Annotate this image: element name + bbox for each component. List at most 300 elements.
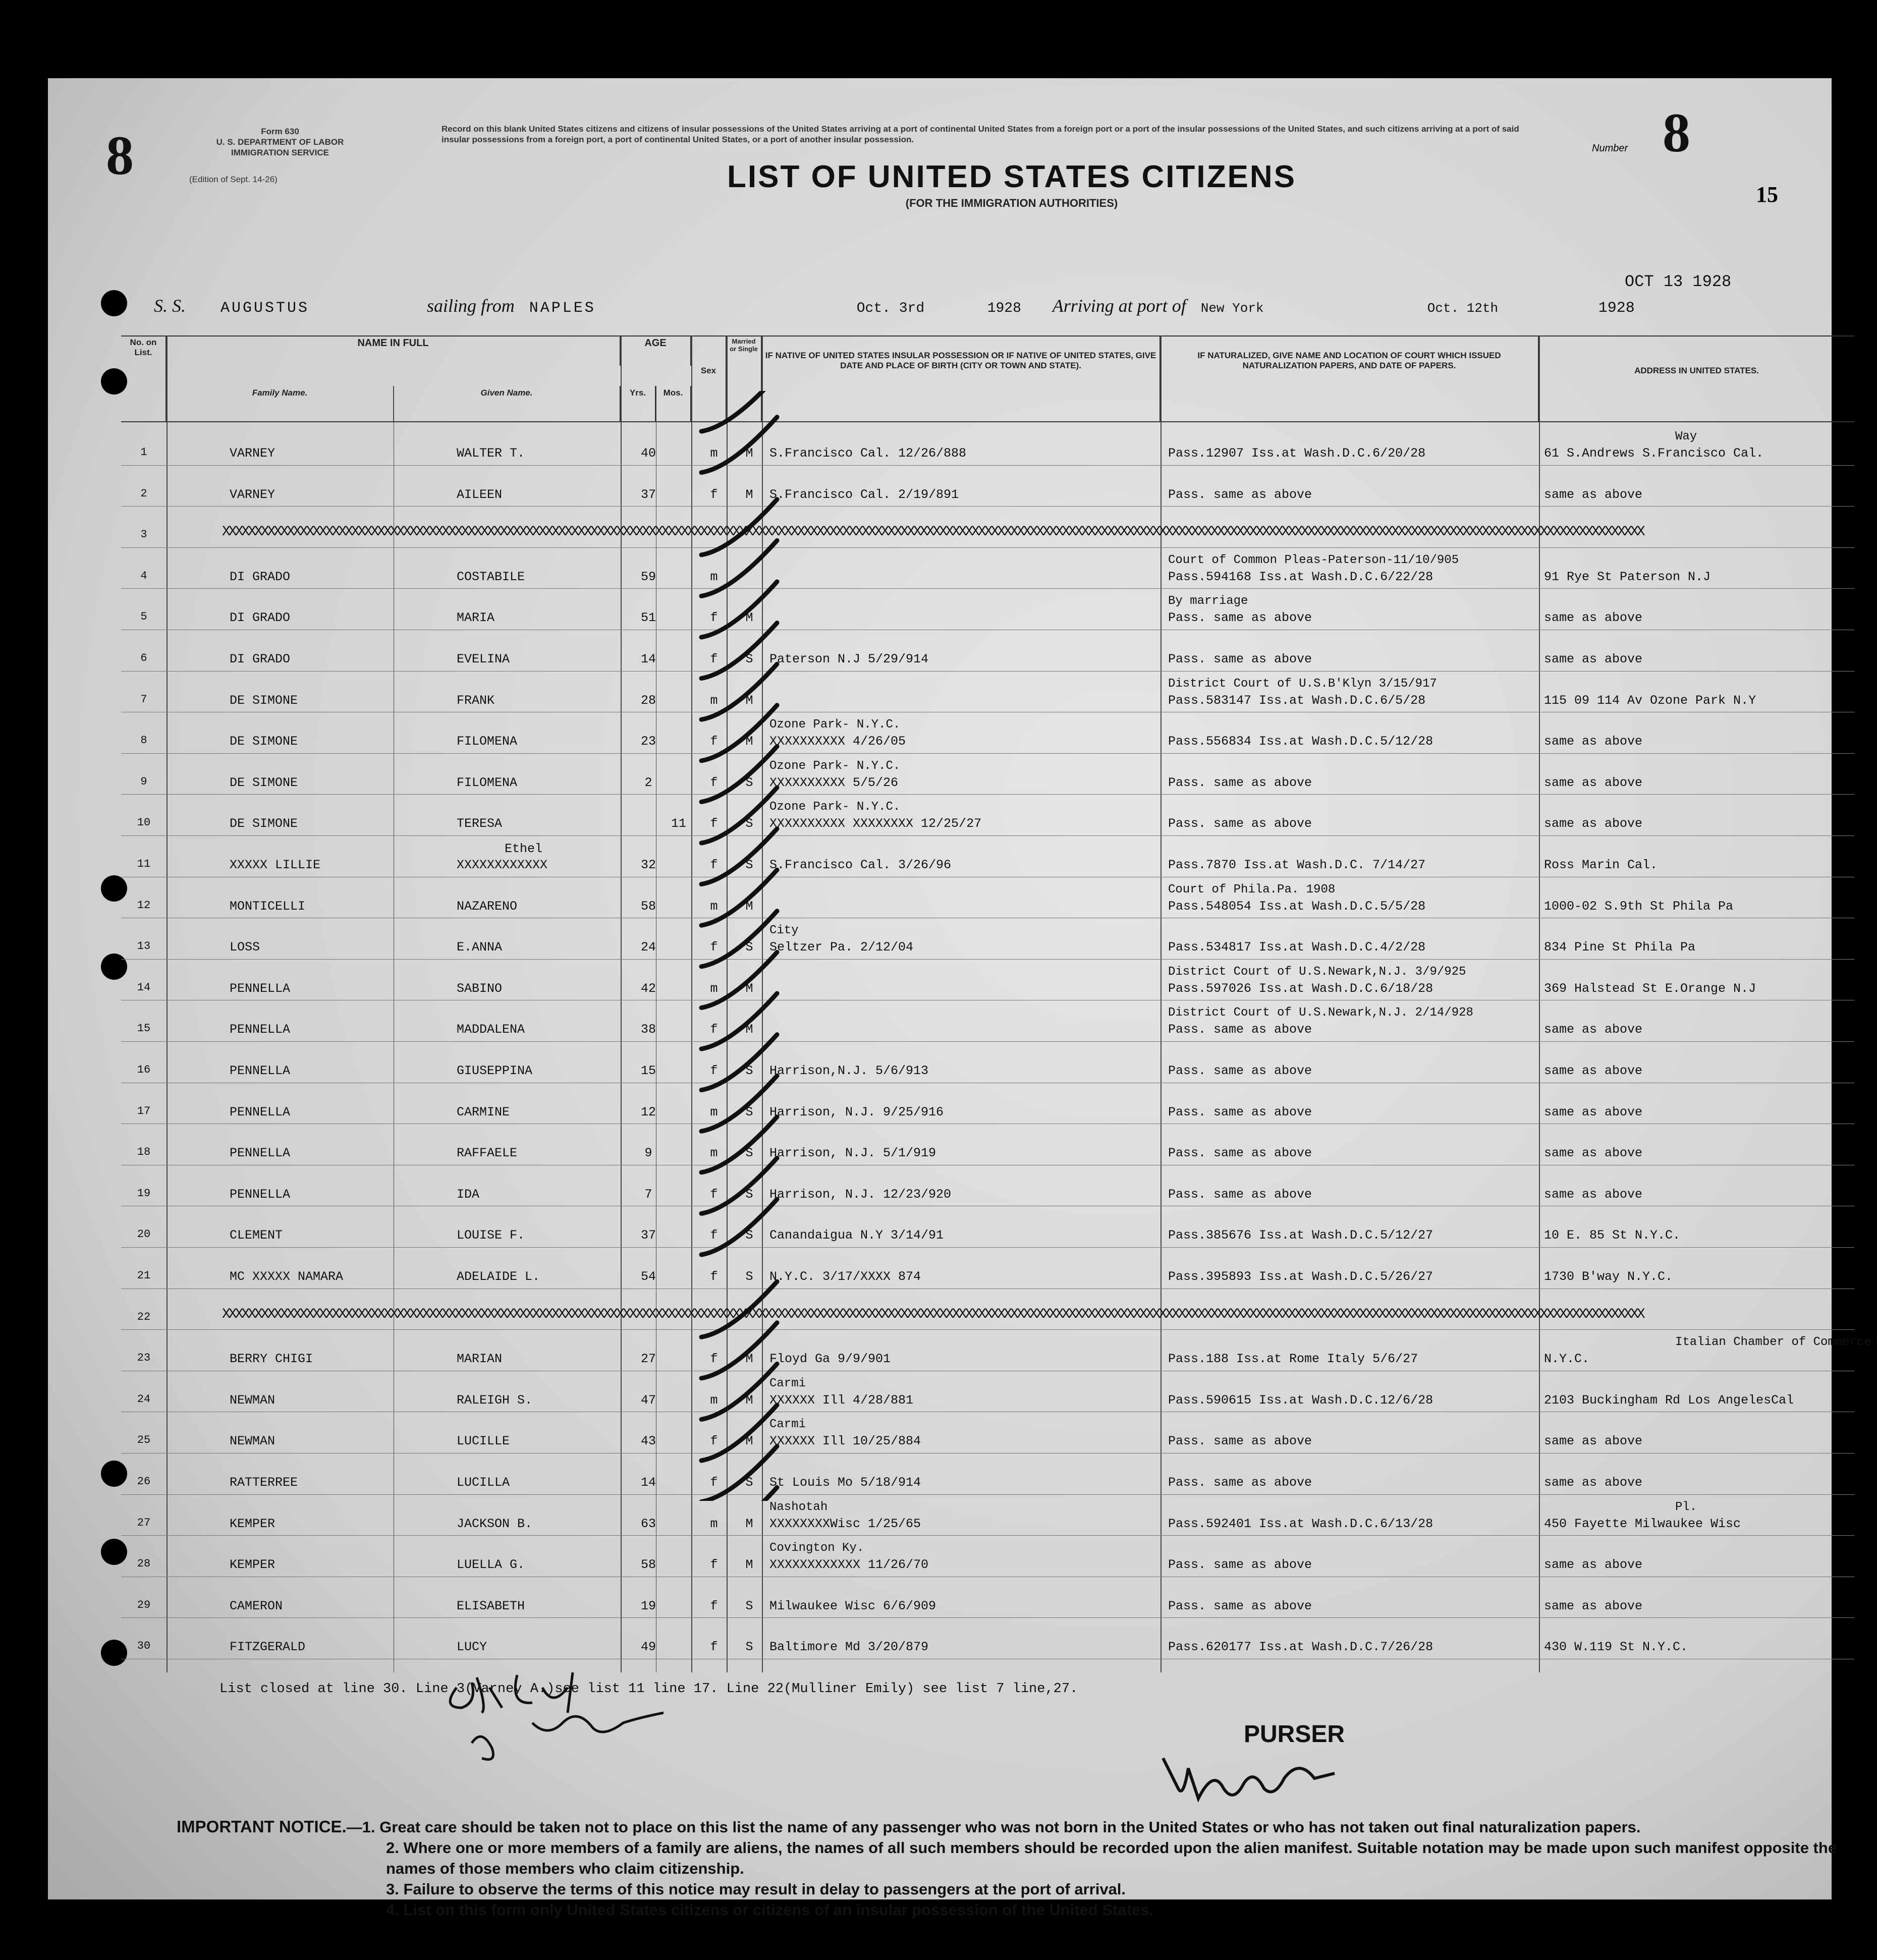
line-number: 18 (137, 1146, 151, 1159)
marital-status: S (745, 1104, 753, 1119)
passport-record: Pass.556834 Iss.at Wash.D.C.5/12/28 (1168, 734, 1433, 749)
check-mark (701, 870, 777, 925)
given-name: E.ANNA (457, 940, 503, 955)
us-address: same as above (1544, 1475, 1643, 1490)
passport-record: Pass.590615 Iss.at Wash.D.C.12/6/28 (1168, 1392, 1433, 1408)
age-years: 43 (640, 1434, 656, 1449)
family-name: DE SIMONE (230, 775, 298, 790)
line-number: 19 (137, 1187, 151, 1200)
check-mark (701, 1117, 777, 1172)
us-address: 115 09 114 Av Ozone Park N.Y (1544, 693, 1756, 708)
us-address: same as above (1544, 1063, 1643, 1078)
sex: f (710, 1187, 718, 1202)
passport-record: Pass.7870 Iss.at Wash.D.C. 7/14/27 (1168, 858, 1426, 872)
marital-status: S (745, 1269, 753, 1284)
sex: m (710, 693, 718, 708)
passport-record: Pass. same as above (1168, 1187, 1312, 1202)
family-name: DI GRADO (230, 652, 291, 666)
family-name: PENNELLA (230, 1187, 291, 1202)
header-age: AGE (621, 335, 691, 366)
table-row (121, 1329, 1871, 1369)
check-mark (701, 1323, 777, 1378)
birth-place-correction: Ozone Park- N.Y.C. (769, 759, 901, 773)
us-address: same as above (1544, 1598, 1643, 1613)
sex: f (710, 1434, 718, 1449)
given-name: XXXXXXXXXXXX (457, 858, 548, 872)
age-years: 12 (640, 1104, 656, 1119)
family-name: CLEMENT (230, 1228, 283, 1243)
passport-record: Pass. same as above (1168, 1146, 1312, 1161)
passport-record: Pass.188 Iss.at Rome Italy 5/6/27 (1168, 1352, 1418, 1367)
table-row (121, 1412, 1854, 1451)
sex: f (710, 1557, 718, 1573)
age-years: 15 (640, 1063, 656, 1078)
line-number: 26 (137, 1475, 151, 1488)
line-number: 9 (140, 775, 147, 788)
passport-record: Pass.12907 Iss.at Wash.D.C.6/20/28 (1168, 446, 1426, 461)
passport-record: Pass. same as above (1168, 1022, 1312, 1037)
table-row (121, 1165, 1854, 1204)
notice-item-4: 4. List on this form only United States citizens or citizens of an insular possession of the United States. (386, 1901, 1153, 1919)
check-mark (701, 391, 777, 431)
sex: f (710, 816, 718, 831)
given-name: LUCILLE (457, 1434, 510, 1449)
marital-status: S (745, 1640, 753, 1655)
sex: m (710, 1104, 718, 1119)
header-address: ADDRESS IN UNITED STATES. (1634, 366, 1759, 375)
age-years: 58 (640, 899, 656, 914)
given-name: LUCILLA (457, 1475, 510, 1490)
line-number: 5 (140, 610, 147, 624)
port-to: New York (1200, 301, 1264, 316)
family-name: DI GRADO (230, 610, 291, 626)
us-address: N.Y.C. (1544, 1352, 1590, 1367)
us-address: same as above (1544, 816, 1643, 831)
naturalization-court: Court of Phila.Pa. 1908 (1168, 882, 1336, 897)
table-row (121, 1247, 1854, 1286)
us-address: same as above (1544, 1187, 1643, 1202)
header-naturalized: IF NATURALIZED, GIVE NAME AND LOCATION OF COURT WHICH ISSUED NATURALIZATION PAPERS, AND DATE OF PAPERS. (1161, 335, 1539, 421)
marital-status: M (745, 487, 753, 502)
us-address: Ross Marin Cal. (1544, 858, 1658, 872)
passport-record: Pass.594168 Iss.at Wash.D.C.6/22/28 (1168, 569, 1433, 584)
line-number: 3 (140, 528, 147, 541)
passport-record: Pass. same as above (1168, 1598, 1312, 1613)
age-years: 59 (640, 569, 656, 584)
birth-place-date: XXXXXX Ill 10/25/884 (769, 1434, 921, 1449)
sex: f (710, 487, 718, 502)
marital-status: S (745, 858, 753, 872)
age-years: 51 (640, 610, 656, 626)
table-row (121, 877, 1854, 916)
table-row (121, 1083, 1854, 1122)
check-mark (701, 1446, 777, 1501)
line-number: 22 (137, 1310, 151, 1323)
us-address: 834 Pine St Phila Pa (1544, 940, 1696, 955)
year-sailed: 1928 (987, 301, 1021, 316)
us-address: 10 E. 85 St N.Y.C. (1544, 1228, 1681, 1243)
check-mark (701, 623, 777, 679)
birth-place-date: XXXXXXXXXXXX 11/26/70 (769, 1557, 929, 1573)
line-number: 21 (137, 1269, 151, 1282)
marital-status: S (745, 775, 753, 790)
sex: m (710, 1146, 718, 1161)
family-name: LOSS (230, 940, 260, 955)
line-number: 30 (137, 1640, 151, 1653)
us-address: same as above (1544, 1104, 1643, 1119)
line-number: 6 (140, 652, 147, 664)
crossed-out-entry: XXXXXXXXXXXXXXXXXXXXXXXXXXXXXXXXXXXXXXXXXXXXXXXXXXXXXXXXXXXXXXXXXXXXXXXXXXXXXXXXXXXXXXXXXXXXXXXXXXXXXXXXXXXXXXXXXXXXXXXXXXXXXXXXXXXXXXXXXXXXXXXXXXXXXXXXXXXXXXXXXXXXXXXXXXXXXXXXXXXXXXXXXXXXXXXXXXXXXXXXXXXXXXXXXXXXXXXXXXXX (222, 1306, 1643, 1322)
date-sailed: Oct. 3rd (856, 301, 925, 316)
marital-status: M (745, 1557, 753, 1573)
us-address: 61 S.Andrews S.Francisco Cal. (1544, 446, 1764, 461)
header-line-no: No. on List. (121, 335, 167, 421)
age-years: 49 (640, 1640, 656, 1655)
table-row (121, 1535, 1854, 1575)
given-name: SABINO (457, 981, 503, 996)
family-name: VARNEY (230, 446, 275, 461)
age-months: 11 (671, 816, 686, 831)
check-mark (701, 1076, 777, 1131)
sex: f (710, 1475, 718, 1490)
family-name: BERRY CHIGI (230, 1352, 313, 1367)
sex: f (710, 734, 718, 749)
sex: m (710, 569, 718, 584)
given-name: WALTER T. (457, 446, 525, 461)
marital-status: S (745, 1146, 753, 1161)
check-mark (701, 911, 777, 967)
age-years: 38 (640, 1022, 656, 1037)
birth-place-correction: Nashotah (769, 1500, 828, 1514)
given-name: ADELAIDE L. (457, 1269, 540, 1284)
sex: f (710, 858, 718, 872)
table-row (121, 1289, 1854, 1328)
line-number: 17 (137, 1104, 151, 1117)
passport-record: Pass. same as above (1168, 1063, 1312, 1078)
family-name: RATTERREE (230, 1475, 298, 1490)
address-correction: Way (1675, 430, 1697, 443)
check-mark (701, 1158, 777, 1213)
check-mark (701, 1281, 777, 1337)
table-row (121, 1617, 1854, 1657)
check-mark (701, 1405, 777, 1461)
binder-hole (101, 290, 127, 316)
sex: m (710, 1516, 718, 1531)
naturalization-court: District Court of U.S.Newark,N.J. 3/9/925 (1168, 965, 1466, 979)
passport-record: Pass. same as above (1168, 1475, 1312, 1490)
passport-record: Pass. same as above (1168, 487, 1312, 502)
family-name: MC XXXXX NAMARA (230, 1269, 344, 1284)
passport-record: Pass. same as above (1168, 652, 1312, 666)
family-name: PENNELLA (230, 981, 291, 996)
sex: m (710, 899, 718, 914)
arriving-label: Arriving at port of (1052, 296, 1186, 316)
check-mark (701, 417, 777, 473)
us-address: same as above (1544, 1022, 1643, 1037)
sex: f (710, 652, 718, 666)
table-row (121, 671, 1854, 710)
notice-label: IMPORTANT NOTICE. (177, 1817, 347, 1836)
header-given-name: Given Name. (394, 386, 621, 421)
us-address: 91 Rye St Paterson N.J (1544, 569, 1711, 584)
given-name: LOUISE F. (457, 1228, 525, 1243)
table-row (121, 835, 1854, 875)
marital-status: M (745, 1022, 753, 1037)
birth-place-correction: City (769, 924, 799, 938)
birth-place-date: S.Francisco Cal. 2/19/891 (769, 487, 959, 502)
age-years: 47 (640, 1392, 656, 1408)
header-birth: IF NATIVE OF UNITED STATES INSULAR POSSESSION OR IF NATIVE OF UNITED STATES, GIVE DATE AND PLACE OF BIRTH (CITY OR TOWN AND STATE). (762, 335, 1161, 421)
marital-status: S (745, 1475, 753, 1490)
line-number: 13 (137, 940, 151, 953)
table-row (121, 1577, 1854, 1616)
birth-place-date: XXXXXX Ill 4/28/881 (769, 1392, 914, 1408)
birth-place-date: S.Francisco Cal. 12/26/888 (769, 446, 967, 461)
given-name: FILOMENA (457, 734, 518, 749)
passport-record: Pass. same as above (1168, 1557, 1312, 1573)
marital-status: S (745, 1063, 753, 1078)
birth-place-date: Floyd Ga 9/9/901 (769, 1352, 891, 1367)
check-marks (691, 391, 858, 1501)
family-name: DE SIMONE (230, 816, 298, 831)
table-row (121, 1494, 1854, 1534)
line-number: 20 (137, 1228, 151, 1241)
table-row (121, 1206, 1854, 1245)
given-name: RALEIGH S. (457, 1392, 533, 1408)
birth-place-date: Canandaigua N.Y 3/14/91 (769, 1228, 944, 1243)
birth-place-date: St Louis Mo 5/18/914 (769, 1475, 921, 1490)
sex: f (710, 775, 718, 790)
year-arrived: 1928 (1598, 300, 1635, 317)
passport-record: Pass.385676 Iss.at Wash.D.C.5/12/27 (1168, 1228, 1433, 1243)
table-row (121, 465, 1854, 505)
age-years: 37 (640, 487, 656, 502)
age-years: 2 (644, 775, 652, 790)
form-subtitle: (FOR THE IMMIGRATION AUTHORITIES) (905, 197, 1118, 209)
line-number: 29 (137, 1598, 151, 1611)
birth-place-date: Paterson N.J 5/29/914 (769, 652, 929, 666)
age-years: 19 (640, 1598, 656, 1613)
age-years: 14 (640, 1475, 656, 1490)
given-name: MARIAN (457, 1352, 503, 1367)
line-number: 15 (137, 1022, 151, 1035)
given-name: MARIA (457, 610, 495, 626)
birth-place-correction: Ozone Park- N.Y.C. (769, 800, 901, 814)
header-sex: Sex (691, 335, 727, 421)
given-name: CARMINE (457, 1104, 510, 1119)
marital-status: M (745, 610, 753, 626)
passport-record: Pass. same as above (1168, 775, 1312, 790)
line-number: 7 (140, 693, 147, 706)
birth-place-date: N.Y.C. 3/17/XXXX 874 (769, 1269, 921, 1284)
sheet-number-left: 8 (106, 125, 134, 186)
us-address: same as above (1544, 734, 1643, 749)
header-married: Married or Single (727, 335, 762, 421)
check-mark (701, 705, 777, 761)
header-yrs: Yrs. (621, 386, 656, 421)
table-row (121, 1453, 1854, 1492)
check-mark (701, 1035, 777, 1090)
family-name: PENNELLA (230, 1104, 291, 1119)
department-heading: Form 630 U. S. DEPARTMENT OF LABOR IMMIGRATION SERVICE (216, 127, 344, 157)
birth-place-correction: Ozone Park- N.Y.C. (769, 718, 901, 732)
marital-status: M (745, 981, 753, 996)
sex: f (710, 1228, 718, 1243)
marital-status: M (745, 1352, 753, 1367)
naturalization-court: District Court of U.S.Newark,N.J. 2/14/928 (1168, 1006, 1473, 1020)
arrival-date: Oct. 12th (1427, 301, 1499, 316)
line-number: 14 (137, 981, 151, 994)
purser-label: PURSER (1244, 1721, 1345, 1748)
table-row (121, 1124, 1854, 1163)
check-mark (701, 952, 777, 1007)
passport-record: Pass.534817 Iss.at Wash.D.C.4/2/28 (1168, 940, 1426, 955)
given-name: COSTABILE (457, 569, 525, 584)
birth-place-date: Seltzer Pa. 2/12/04 (769, 940, 914, 955)
us-address: 430 W.119 St N.Y.C. (1544, 1640, 1688, 1655)
marital-status: S (745, 1598, 753, 1613)
family-name: PENNELLA (230, 1146, 291, 1161)
birth-place-date: XXXXXXXXXX XXXXXXXX 12/25/27 (769, 816, 982, 831)
line-number: 23 (137, 1352, 151, 1365)
check-mark (701, 993, 777, 1049)
family-name: XXXXX LILLIE (230, 858, 321, 872)
marital-status: S (745, 652, 753, 666)
passport-record: Pass. same as above (1168, 816, 1312, 831)
check-mark (701, 746, 777, 802)
check-mark (701, 664, 777, 719)
passport-record: Pass.620177 Iss.at Wash.D.C.7/26/28 (1168, 1640, 1433, 1655)
notice-item-1: —1. Great care should be taken not to place on this list the name of any passenger who was not born in the United States or who has not taken out final naturalization papers. (346, 1818, 1641, 1836)
line-number: 16 (137, 1063, 151, 1076)
passport-record: Pass.583147 Iss.at Wash.D.C.6/5/28 (1168, 693, 1426, 708)
sex: f (710, 1063, 718, 1078)
us-address: same as above (1544, 1557, 1643, 1573)
naturalization-court: Court of Common Pleas-Paterson-11/10/905 (1168, 553, 1459, 567)
arrival-stamp: OCT 13 1928 (1625, 272, 1732, 291)
marital-status: S (745, 1187, 753, 1202)
us-address: same as above (1544, 1146, 1643, 1161)
birth-place-date: Harrison, N.J. 5/1/919 (769, 1146, 936, 1161)
crossed-out-entry: XXXXXXXXXXXXXXXXXXXXXXXXXXXXXXXXXXXXXXXXXXXXXXXXXXXXXXXXXXXXXXXXXXXXXXXXXXXXXXXXXXXXXXXXXXXXXXXXXXXXXXXXXXXXXXXXXXXXXXXXXXXXXXXXXXXXXXXXXXXXXXXXXXXXXXXXXXXXXXXXXXXXXXXXXXXXXXXXXXXXXXXXXXXXXXXXXXXXXXXXXXXXXXXXXXXXXXXXXXXX (222, 524, 1643, 540)
line-number: 11 (137, 858, 151, 870)
given-name: AILEEN (457, 487, 503, 502)
us-address: same as above (1544, 652, 1643, 666)
family-name: NEWMAN (230, 1392, 275, 1408)
sex: f (710, 940, 718, 955)
table-row (121, 1000, 1854, 1039)
age-years: 9 (644, 1146, 652, 1161)
line-number: 2 (140, 487, 147, 500)
sex: f (710, 1598, 718, 1613)
family-name: FITZGERALD (230, 1640, 306, 1655)
sailing-label: sailing from (427, 296, 515, 316)
check-mark (701, 582, 777, 637)
table-row (121, 918, 1854, 957)
marital-status: S (745, 816, 753, 831)
birth-place-correction: Carmi (769, 1418, 806, 1432)
marital-status: M (745, 446, 753, 461)
given-name: IDA (457, 1187, 480, 1202)
port-from: NAPLES (529, 300, 596, 317)
family-name: KEMPER (230, 1557, 275, 1573)
given-name: ELISABETH (457, 1598, 525, 1613)
birth-place-date: Harrison, N.J. 12/23/920 (769, 1187, 952, 1202)
edition-note: (Edition of Sept. 14-26) (189, 175, 278, 184)
age-years: 58 (640, 1557, 656, 1573)
given-name: RAFFAELE (457, 1146, 518, 1161)
sex: f (710, 1022, 718, 1037)
family-name: NEWMAN (230, 1434, 275, 1449)
us-address: same as above (1544, 487, 1643, 502)
sheet-number-right: 8 (1663, 102, 1690, 163)
birth-place-date: Harrison,N.J. 5/6/913 (769, 1063, 929, 1078)
us-address: same as above (1544, 610, 1643, 626)
passport-record: Pass. same as above (1168, 610, 1312, 626)
table-row (121, 630, 1854, 669)
table-row (121, 424, 1854, 463)
us-address: same as above (1544, 775, 1643, 790)
voyage-line (154, 295, 1635, 317)
sex: f (710, 1352, 718, 1367)
given-name: MADDALENA (457, 1022, 525, 1037)
given-name: NAZARENO (457, 899, 518, 914)
marital-status: M (745, 1434, 753, 1449)
given-name: LUELLA G. (457, 1557, 525, 1573)
us-address: 450 Fayette Milwaukee Wisc (1544, 1516, 1741, 1531)
manifest-sheet (48, 78, 1871, 1959)
line-number: 4 (140, 569, 147, 582)
sex: f (710, 1640, 718, 1655)
naturalization-court: By marriage (1168, 594, 1248, 608)
birth-place-correction: Carmi (769, 1376, 806, 1390)
given-name: EVELINA (457, 652, 510, 666)
table-row (121, 753, 1854, 793)
check-mark (701, 1199, 777, 1255)
check-mark (701, 540, 777, 596)
check-mark (701, 829, 777, 884)
notice-item-2: 2. Where one or more members of a family are aliens, the names of all such members should be recorded upon the alien manifest. Suitable notation may be made upon such manifest opposite the names of those members who claim citizenship. (386, 1839, 1837, 1877)
given-name: FILOMENA (457, 775, 518, 790)
given-name: LUCY (457, 1640, 487, 1655)
birth-place-date: Harrison, N.J. 9/25/916 (769, 1104, 944, 1119)
sex: f (710, 610, 718, 626)
sex: f (710, 1269, 718, 1284)
notice-item-3: 3. Failure to observe the terms of this notice may result in delay to passengers at the port of arrival. (386, 1880, 1126, 1898)
birth-place-correction: Covington Ky. (769, 1541, 864, 1555)
age-years: 40 (640, 446, 656, 461)
line-number: 25 (137, 1434, 151, 1447)
age-years: 27 (640, 1352, 656, 1367)
given-name: JACKSON B. (457, 1516, 533, 1531)
table-row (121, 1041, 1854, 1081)
age-years: 63 (640, 1516, 656, 1531)
given-name: FRANK (457, 693, 495, 708)
purser-signature (1158, 1748, 1360, 1809)
age-years: 14 (640, 652, 656, 666)
table-row (121, 547, 1854, 587)
birth-place-date: Baltimore Md 3/20/879 (769, 1640, 929, 1655)
family-name: DE SIMONE (230, 734, 298, 749)
line-number: 28 (137, 1557, 151, 1571)
given-name-correction: Ethel (505, 842, 543, 856)
passport-record: Pass.548054 Iss.at Wash.D.C.5/5/28 (1168, 899, 1426, 914)
table-row (121, 506, 1854, 545)
passport-record: Pass.597026 Iss.at Wash.D.C.6/18/28 (1168, 981, 1433, 996)
record-instruction: Record on this blank United States citizens and citizens of insular possessions of the United States arriving at a port of continental United States from a foreign port or a port of the insular possessions of the United States, and such citizens arriving at a port of said insular possessions from a foreign port, a port of continental United States, or a port of another insular possession. (441, 124, 1519, 144)
check-mark (701, 1364, 777, 1419)
header-mos: Mos. (656, 386, 691, 421)
